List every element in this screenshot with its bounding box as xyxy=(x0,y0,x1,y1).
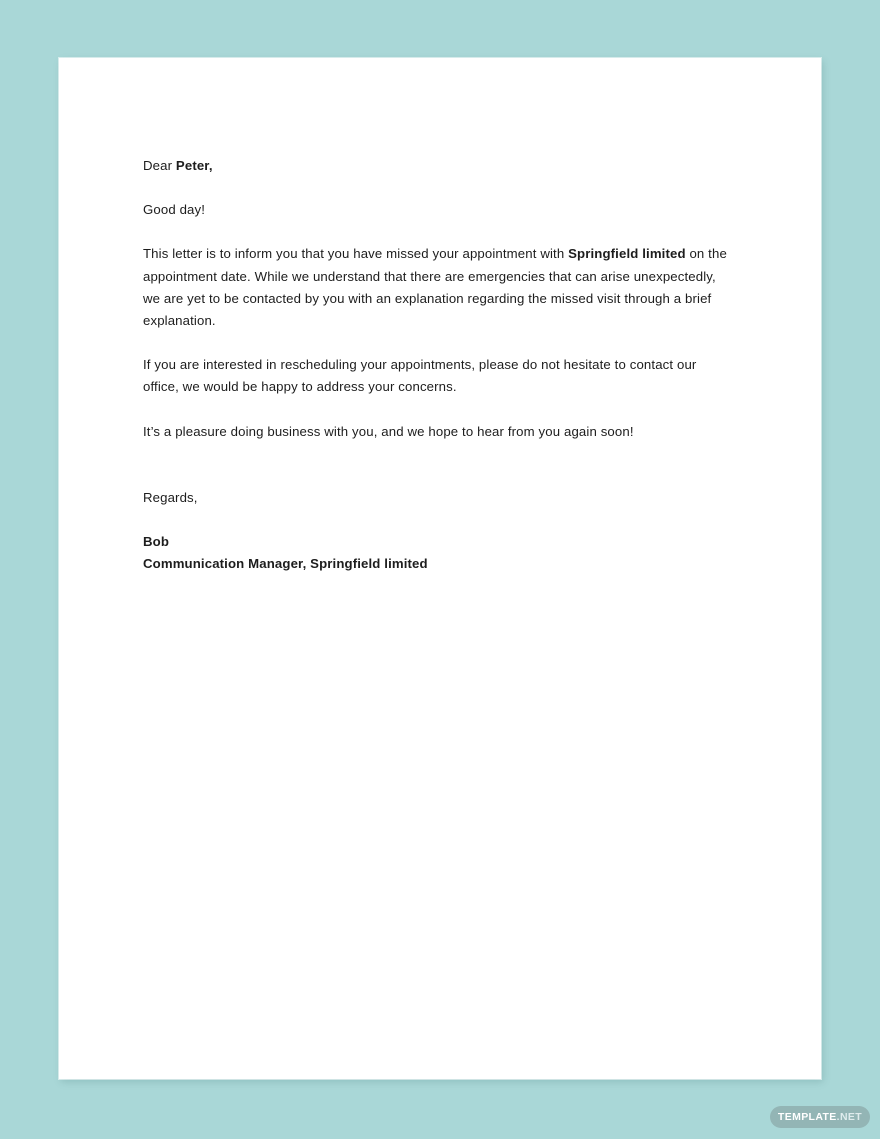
body-paragraph-1 xyxy=(143,243,733,332)
watermark-main-text: TEMPLATE xyxy=(777,1110,837,1123)
body-paragraph-2: If you are interested in rescheduling your appointments, please do not hesitate to contact our office, we would be happy to address your concerns. xyxy=(143,357,697,395)
watermark-tld-text: .NET xyxy=(836,1110,863,1123)
opening-line: Good day! xyxy=(143,202,206,218)
body-paragraph-3: It’s a pleasure doing business with you, and we hope to hear from you again soon! xyxy=(143,423,634,439)
paragraph-1-part-2: on the appointment date. While we understand that there are emergencies that can arise unexpectedly, we are yet to be contacted by you with an explanation regarding the missed visit through a brief explanation. xyxy=(143,246,727,329)
company-name-bold: Springfield limited xyxy=(568,246,686,262)
document-page xyxy=(59,58,821,1079)
signature-title: Communication Manager, Springfield limited xyxy=(143,556,428,572)
paragraph-1-part-1: This letter is to inform you that you have missed your appointment with xyxy=(143,246,569,262)
signature-name: Bob xyxy=(143,534,170,550)
closing-line: Regards, xyxy=(143,489,198,505)
recipient-name: Peter, xyxy=(175,158,213,173)
salutation-line xyxy=(143,155,733,177)
signature-block xyxy=(143,531,733,575)
template-net-watermark xyxy=(770,1106,870,1128)
letter-content xyxy=(143,155,733,575)
salutation-greeting: Dear xyxy=(143,158,176,173)
